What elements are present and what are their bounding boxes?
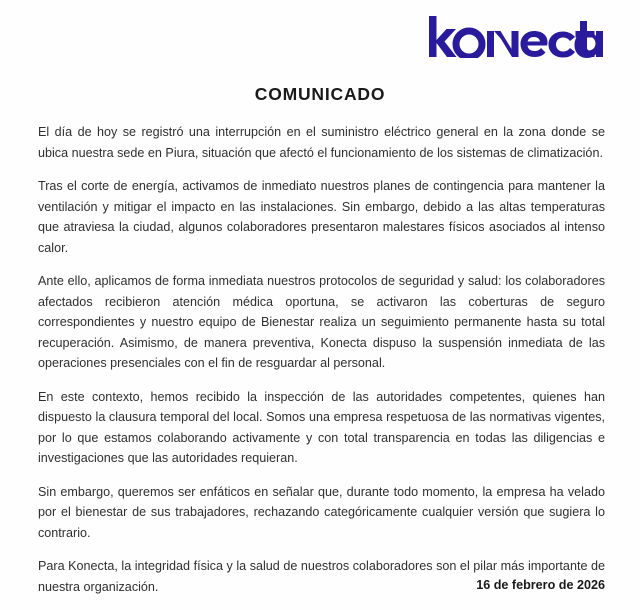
paragraph: El día de hoy se registró una interrupción en el suministro eléctrico general en la zona donde se ubica nuestra sede en Piura, situación que afectó el funcionamiento de los sistemas de climatización. [38, 125, 605, 160]
paragraph: Ante ello, aplicamos de forma inmediata nuestros protocolos de seguridad y salud: los colaboradores afectados recibieron atención médica oportuna, se activaron las coberturas de seguro correspondientes y nuestro equipo de Bienestar realiza un seguimiento permanente hasta su total recuperación. Asimismo, de manera preventiva, Konecta dispuso la suspensión inmediata de las operaciones presenciales con el fin de resguardar al personal. [38, 274, 605, 370]
konecta-wordmark-icon [427, 14, 605, 58]
konecta-logo [427, 14, 605, 58]
paragraph: Para Konecta, la integridad física y la salud de nuestros colaboradores son el pilar más importante de nuestra organización. [38, 559, 605, 594]
document-body [38, 122, 605, 597]
paragraph: Tras el corte de energía, activamos de inmediato nuestros planes de contingencia para mantener la ventilación y mitigar el impacto en las instalaciones. Sin embargo, debido a las altas temperaturas que atraviesa la ciudad, algunos colaboradores presentaron malestares físicos asociados al intenso calor. [38, 179, 605, 255]
document-date: 16 de febrero de 2026 [476, 578, 605, 592]
page-title: COMUNICADO [254, 84, 386, 104]
paragraph: En este contexto, hemos recibido la inspección de las autoridades competentes, quienes han dispuesto la clausura temporal del local. Somos una empresa respetuosa de las normativas vigentes, por lo que estamos colaborando activamente y con total transparencia en todas las diligencias e investigaciones que las autoridades requieran. [38, 389, 605, 465]
document-header [0, 0, 640, 72]
paragraph: Sin embargo, queremos ser enfáticos en señalar que, durante todo momento, la empresa ha velado por el bienestar de sus trabajadores, rechazando categóricamente cualquier versión que sugiera lo contrario. [38, 484, 605, 540]
